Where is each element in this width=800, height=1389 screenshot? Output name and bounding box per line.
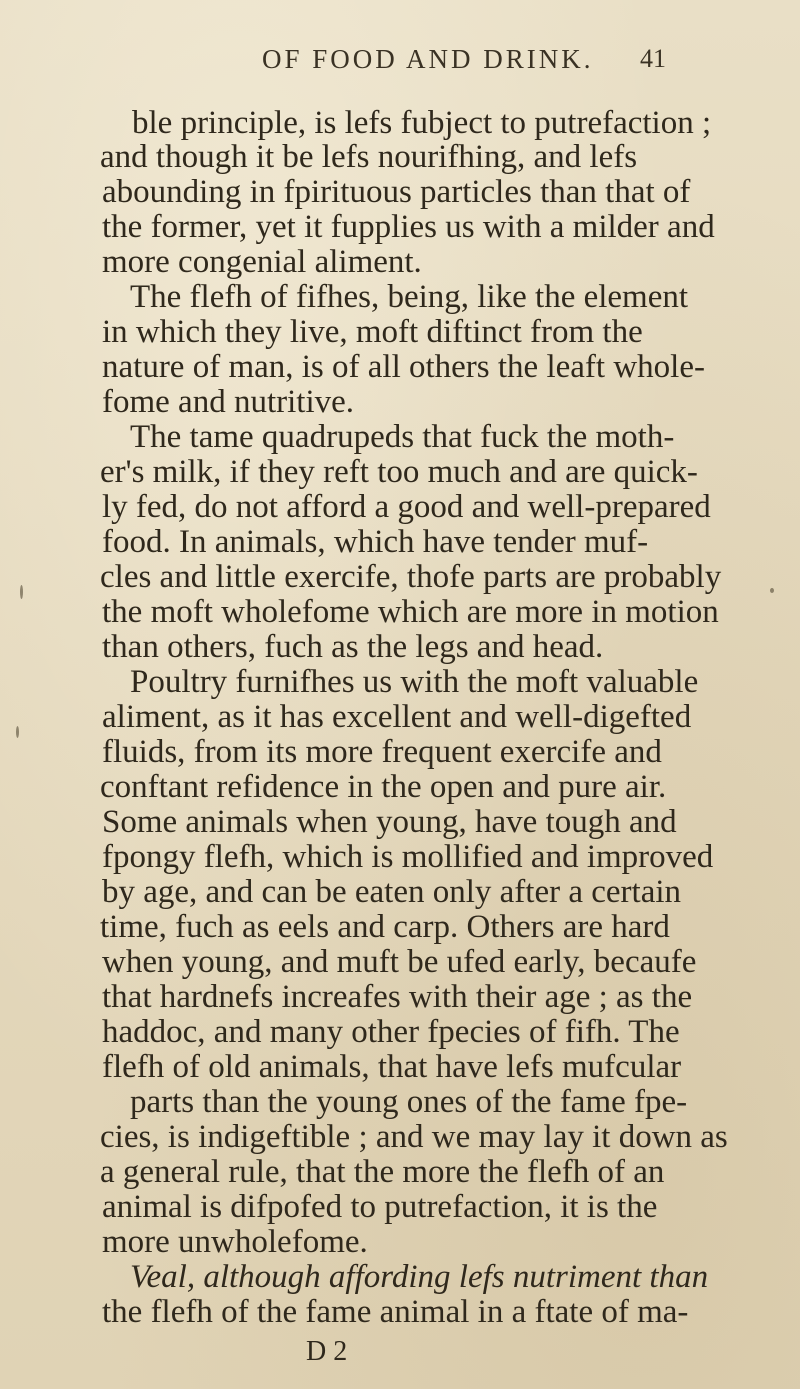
text-line: The flefh of fifhes, being, like the element — [130, 279, 689, 315]
text-line: the moft wholefome which are more in motion — [102, 594, 719, 630]
text-line: ly fed, do not afford a good and well-prepared — [102, 489, 711, 525]
text-line: by age, and can be eaten only after a certain — [102, 874, 682, 910]
text-line: flefh of old animals, that have lefs mufcular — [102, 1049, 682, 1085]
text-line: cles and little exercife, thofe parts are probably — [100, 559, 722, 595]
text-line: a general rule, that the more the flefh of an — [100, 1154, 665, 1190]
text-line: The tame quadrupeds that fuck the moth- — [130, 419, 675, 455]
text-line: fome and nutritive. — [102, 384, 355, 420]
text-line: ble principle, is lefs fubject to putrefaction ; — [132, 105, 712, 141]
running-head: OF FOOD AND DRINK. — [262, 44, 594, 74]
text-line: food. In animals, which have tender muf- — [102, 524, 649, 560]
ink-spot — [770, 588, 774, 593]
text-line: fpongy flefh, which is mollified and improved — [102, 839, 714, 875]
text-line: when young, and muft be ufed early, becaufe — [102, 944, 697, 980]
text-line: Veal, although affording lefs nutriment than — [130, 1259, 709, 1295]
text-line: time, fuch as eels and carp. Others are hard — [100, 909, 670, 945]
text-line: than others, fuch as the legs and head. — [102, 629, 604, 665]
text-line: that hardnefs increafes with their age ; as the — [102, 979, 693, 1015]
text-line: more unwholefome. — [102, 1224, 368, 1260]
text-line: cies, is indigeftible ; and we may lay it down as — [100, 1119, 728, 1155]
text-line: fluids, from its more frequent exercife and — [102, 734, 662, 770]
text-line: in which they live, moft diftinct from the — [102, 314, 643, 350]
text-line: aliment, as it has excellent and well-digefted — [102, 699, 692, 735]
ink-spot — [16, 726, 19, 738]
text-line: Poultry furnifhes us with the moft valuable — [130, 664, 699, 700]
text-line: abounding in fpirituous particles than that of — [102, 174, 691, 210]
signature-mark: D 2 — [306, 1336, 348, 1367]
text-line: Some animals when young, have tough and — [102, 804, 677, 840]
text-line: parts than the young ones of the fame fpe- — [130, 1084, 688, 1120]
page-number: 41 — [640, 44, 666, 73]
ink-spot — [20, 585, 23, 599]
text-line: conftant refidence in the open and pure air. — [100, 769, 667, 805]
text-line: more congenial aliment. — [102, 244, 422, 280]
text-line: nature of man, is of all others the leaft whole- — [102, 349, 705, 385]
page-header — [0, 44, 800, 84]
text-line: and though it be lefs nourifhing, and lefs — [100, 139, 638, 175]
text-line: the flefh of the fame animal in a ftate of ma- — [102, 1294, 689, 1330]
text-line: haddoc, and many other fpecies of fifh. The — [102, 1014, 680, 1050]
text-line: animal is difpofed to putrefaction, it is the — [102, 1189, 658, 1225]
text-line: the former, yet it fupplies us with a milder and — [102, 209, 715, 245]
text-line: er's milk, if they reft too much and are quick- — [100, 454, 698, 490]
